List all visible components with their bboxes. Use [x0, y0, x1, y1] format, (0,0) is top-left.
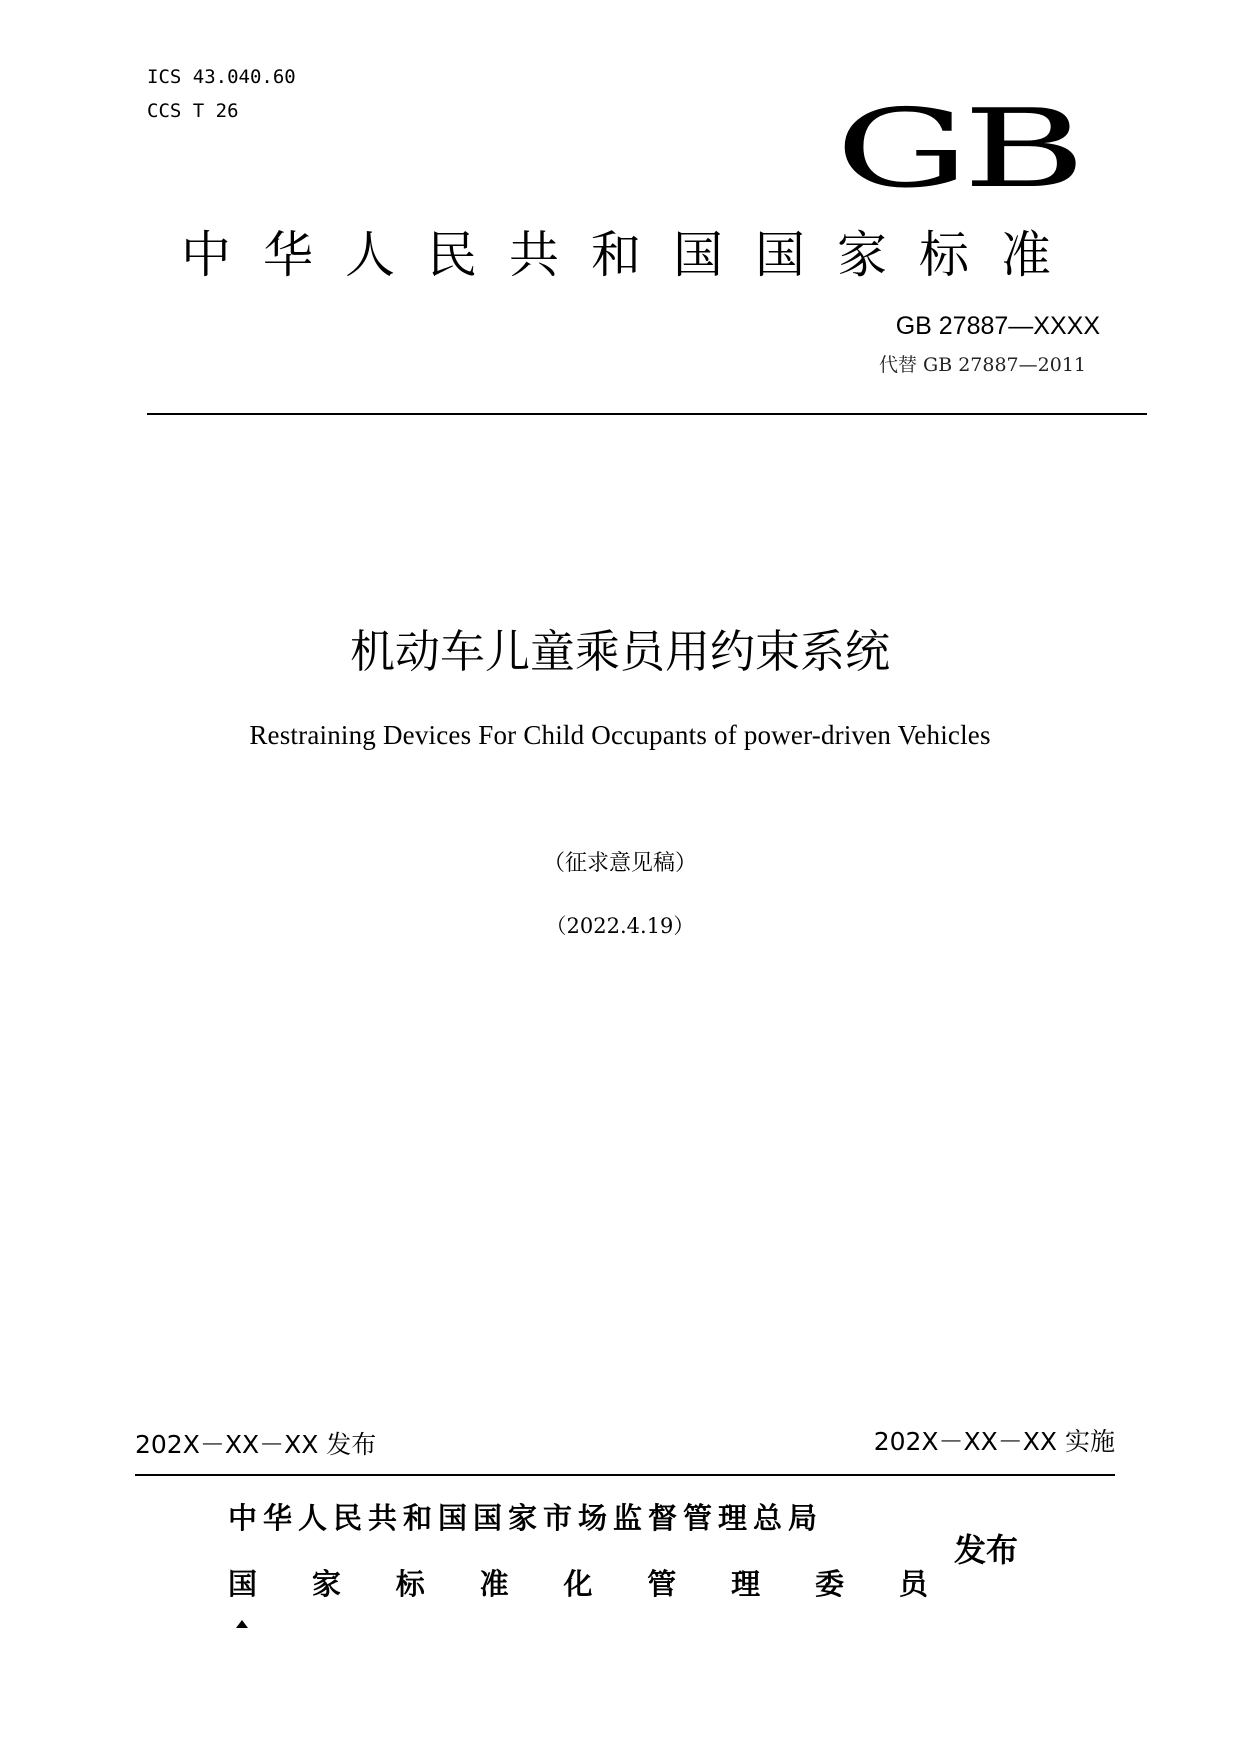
- issue-word: 发布: [954, 1531, 1019, 1569]
- issuer-sac: [228, 1562, 928, 1603]
- gb-logo: GB: [835, 87, 1080, 212]
- ccs-code: CCS T 26: [147, 100, 239, 122]
- issuer-sac-char: 家: [311, 1567, 341, 1601]
- draft-label: （征求意见稿）: [542, 851, 697, 876]
- implement-date: 202X－XX－XX 实施: [873, 1427, 1115, 1456]
- issuer-sac-char: 准: [479, 1567, 509, 1601]
- standard-number: GB 27887—XXXX: [895, 312, 1100, 340]
- caret-mark-icon: [236, 1620, 248, 1628]
- issuer-sac-char: 标: [395, 1567, 425, 1601]
- bottom-divider: [135, 1474, 1115, 1476]
- draft-date: （2022.4.19）: [545, 914, 695, 938]
- issuer-sac-char: 理: [731, 1567, 761, 1601]
- top-divider: [147, 413, 1147, 415]
- document-title-en: Restraining Devices For Child Occupants of power-driven Vehicles: [249, 720, 991, 750]
- classification-codes: [147, 60, 296, 128]
- national-standard-title: 中华人民共和国国家标准: [181, 226, 1083, 284]
- issuer-samr: 中华人民共和国国家市场监督管理总局: [228, 1501, 824, 1535]
- issuer-sac-char: 管: [647, 1567, 677, 1601]
- replaces-standard: 代替 GB 27887—2011: [878, 354, 1086, 376]
- issuer-sac-char: 化: [563, 1567, 593, 1601]
- issuer-sac-char: 委: [815, 1567, 845, 1601]
- ics-code: ICS 43.040.60: [147, 66, 296, 88]
- issuer-sac-char: 员: [898, 1567, 928, 1601]
- issuer-sac-char: 国: [228, 1567, 258, 1601]
- document-title-cn: 机动车儿童乘员用约束系统: [349, 625, 890, 678]
- publish-date: 202X－XX－XX 发布: [135, 1430, 377, 1459]
